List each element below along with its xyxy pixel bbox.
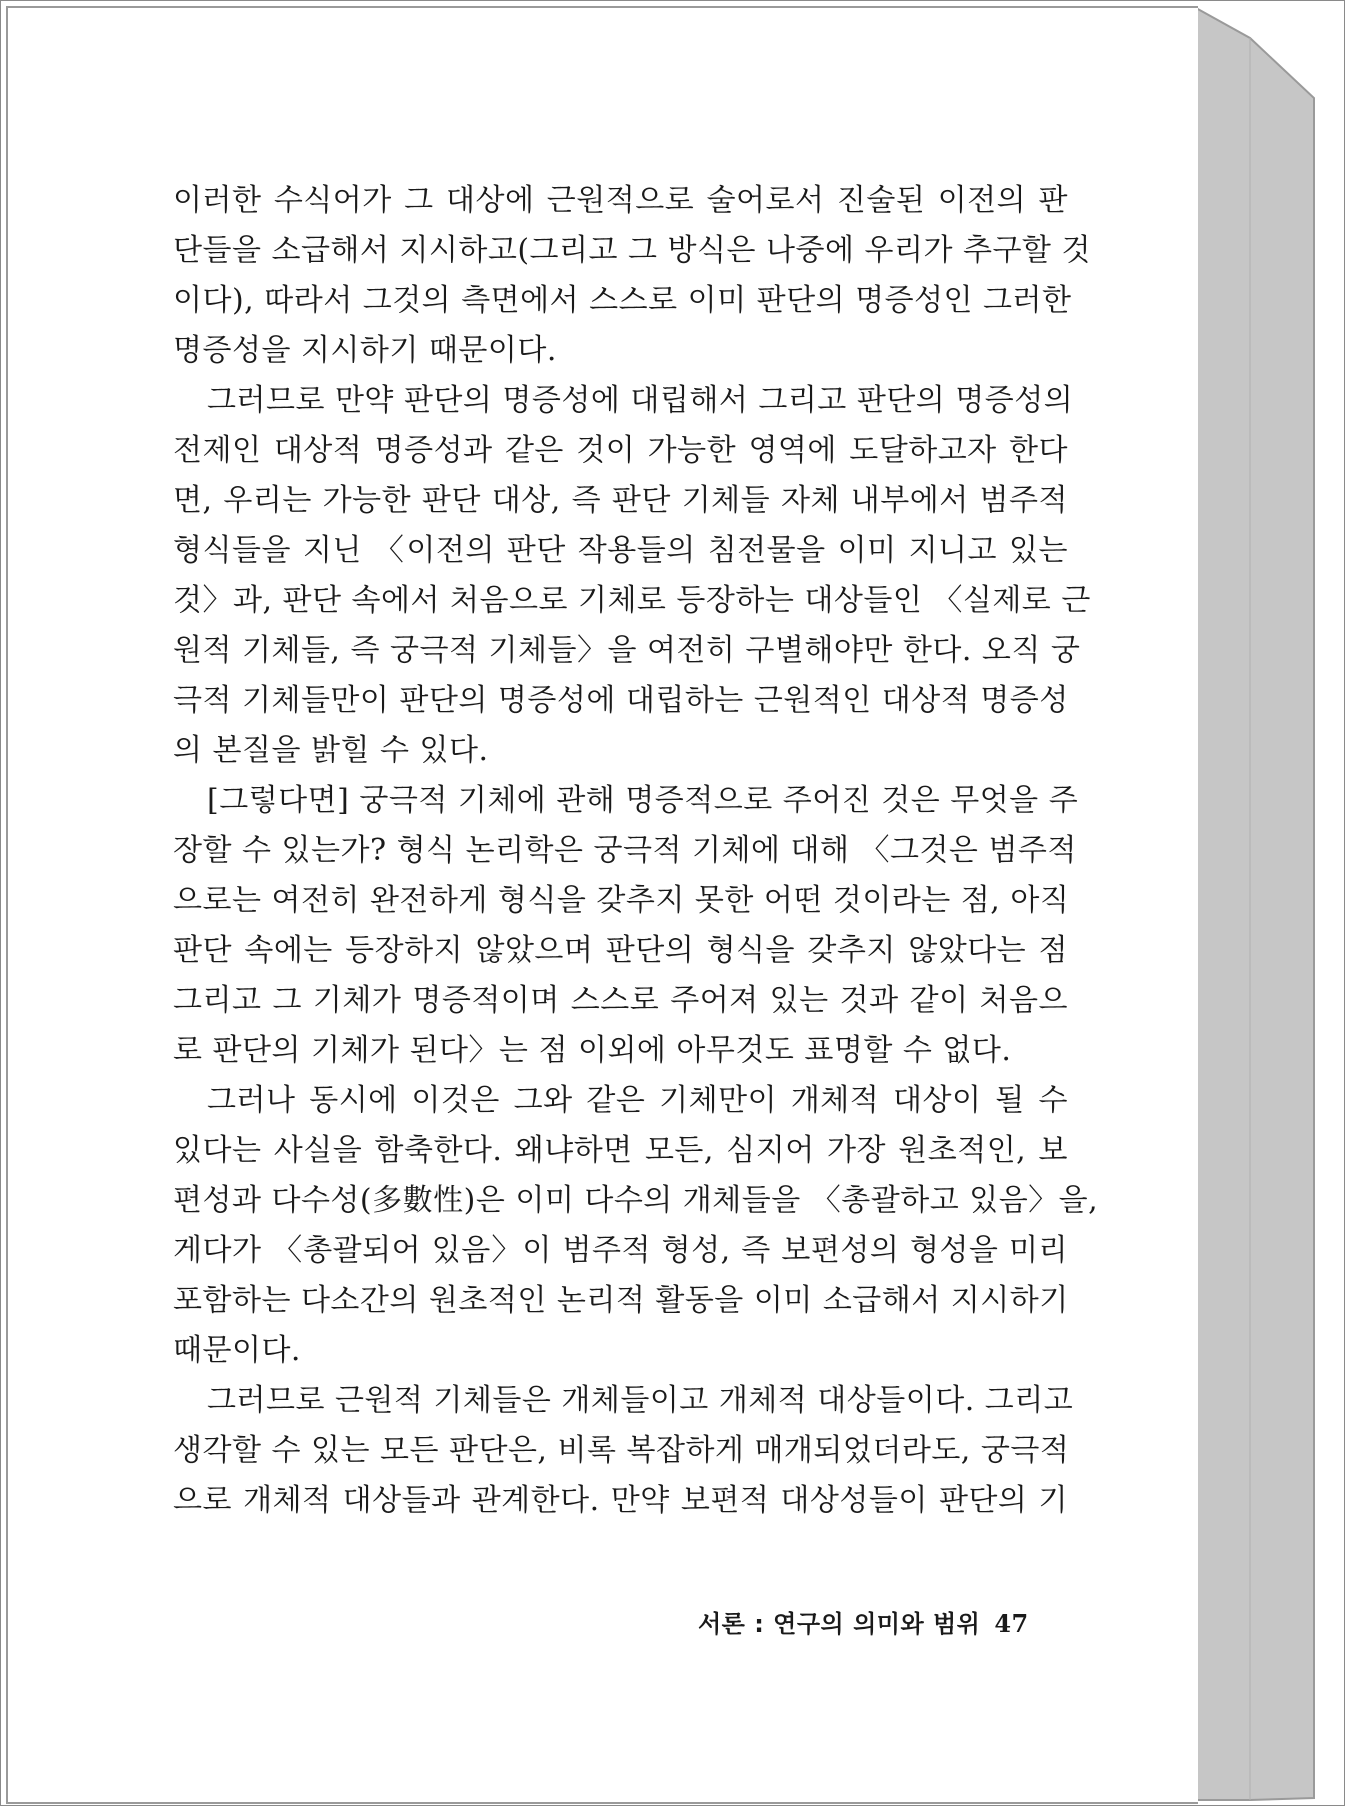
page-number: 47 <box>994 1609 1029 1638</box>
book-side-face <box>1196 8 1314 1800</box>
text-line: 형식들을 지닌 〈이전의 판단 작용들의 침전물을 이미 지니고 있는 <box>173 533 1068 568</box>
text-line: 게다가 〈총괄되어 있음〉이 범주적 형성, 즉 보편성의 형성을 미리 <box>173 1233 1068 1268</box>
text-line: 면, 우리는 가능한 판단 대상, 즉 판단 기체들 자체 내부에서 범주적 <box>173 483 1068 518</box>
text-line: 으로 개체적 대상들과 관계한다. 만약 보편적 대상성들이 판단의 기 <box>173 1483 1068 1518</box>
text-line: 의 본질을 밝힐 수 있다. <box>173 733 489 768</box>
running-title: 서론 : 연구의 의미와 범위 <box>698 1610 981 1638</box>
text-line: 이러한 수식어가 그 대상에 근원적으로 술어로서 진술된 이전의 판 <box>173 183 1068 218</box>
text-line: 명증성을 지시하기 때문이다. <box>173 333 557 368</box>
text-line: 극적 기체들만이 판단의 명증성에 대립하는 근원적인 대상적 명증성 <box>173 683 1069 718</box>
text-line: 것〉과, 판단 속에서 처음으로 기체로 등장하는 대상들인 〈실제로 근 <box>173 583 1091 618</box>
text-line: 때문이다. <box>173 1333 301 1368</box>
text-line: 단들을 소급해서 지시하고(그리고 그 방식은 나중에 우리가 추구할 것 <box>173 233 1091 268</box>
text-line: 원적 기체들, 즉 궁극적 기체들〉을 여전히 구별해야만 한다. 오직 궁 <box>173 633 1081 668</box>
body-text <box>173 176 1099 1526</box>
text-line: [그렇다면] 궁극적 기체에 관해 명증적으로 주어진 것은 무엇을 주 <box>207 783 1079 818</box>
page-footer <box>698 1604 1029 1639</box>
text-line: 으로는 여전히 완전하게 형식을 갖추지 못한 어떤 것이라는 점, 아직 <box>173 883 1070 918</box>
text-line: 그러나 동시에 이것은 그와 같은 기체만이 개체적 대상이 될 수 <box>207 1083 1068 1118</box>
text-line: 생각할 수 있는 모든 판단은, 비록 복잡하게 매개되었더라도, 궁극적 <box>173 1433 1070 1468</box>
text-line: 그러므로 만약 판단의 명증성에 대립해서 그리고 판단의 명증성의 <box>207 383 1074 418</box>
text-line: 포함하는 다소간의 원초적인 논리적 활동을 이미 소급해서 지시하기 <box>173 1283 1069 1318</box>
text-line: 편성과 다수성(多數性)은 이미 다수의 개체들을 〈총괄하고 있음〉을, <box>173 1183 1099 1218</box>
text-line: 로 판단의 기체가 된다〉는 점 이외에 아무것도 표명할 수 없다. <box>173 1033 1012 1068</box>
text-line: 그러므로 근원적 기체들은 개체들이고 개체적 대상들이다. 그리고 <box>207 1383 1074 1418</box>
text-line: 그리고 그 기체가 명증적이며 스스로 주어져 있는 것과 같이 처음으 <box>173 983 1068 1018</box>
book-page <box>6 6 1198 1804</box>
text-line: 있다는 사실을 함축한다. 왜냐하면 모든, 심지어 가장 원초적인, 보 <box>173 1133 1068 1168</box>
text-line: 판단 속에는 등장하지 않았으며 판단의 형식을 갖추지 않았다는 점 <box>173 933 1068 968</box>
text-line: 전제인 대상적 명증성과 같은 것이 가능한 영역에 도달하고자 한다 <box>173 433 1068 468</box>
text-line: 이다), 따라서 그것의 측면에서 스스로 이미 판단의 명증성인 그러한 <box>173 283 1072 318</box>
text-line: 장할 수 있는가? 형식 논리학은 궁극적 기체에 대해 〈그것은 범주적 <box>173 833 1077 868</box>
